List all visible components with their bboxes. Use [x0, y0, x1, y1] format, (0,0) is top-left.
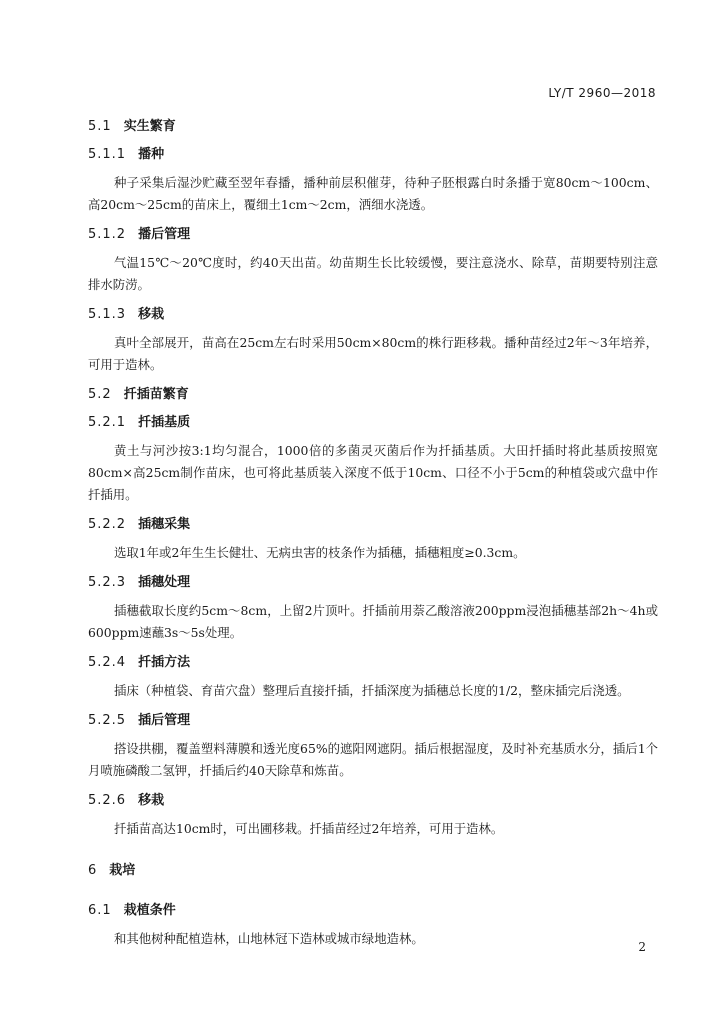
paragraph: 种子采集后湿沙贮藏至翌年春播，播种前层积催芽，待种子胚根露白时条播于宽80cm～100cm、高20cm～25cm的苗床上，覆细土1cm～2cm，洒细水浇透。 — [88, 175, 658, 212]
section-heading — [88, 118, 658, 136]
section-number: 5.1.2 — [88, 227, 127, 242]
section-number: 5.2.5 — [88, 713, 127, 728]
section-number: 5.2.2 — [88, 517, 127, 532]
section-number: 5.1.3 — [88, 307, 127, 322]
section-heading — [88, 902, 658, 920]
paragraph: 真叶全部展开，苗高在25cm左右时采用50cm×80cm的株行距移栽。播种苗经过2年～3年培养，可用于造林。 — [88, 335, 658, 372]
paragraph: 搭设拱棚，覆盖塑料薄膜和透光度65%的遮阳网遮阴。插后根据湿度，及时补充基质水分，插后1个月喷施磷酸二氢钾，扦插后约40天除草和炼苗。 — [88, 741, 658, 778]
section-number: 5.2.1 — [88, 415, 127, 430]
paragraph: 选取1年或2年生生长健壮、无病虫害的枝条作为插穗，插穗粗度≥0.3cm。 — [114, 545, 526, 560]
section-title: 移栽 — [138, 793, 165, 808]
section-heading — [88, 386, 658, 404]
section-title: 实生繁育 — [123, 119, 176, 134]
section-title: 播种 — [138, 147, 165, 162]
section-title: 栽培 — [109, 863, 136, 878]
section-title: 移栽 — [138, 307, 165, 322]
section-title: 插后管理 — [138, 713, 191, 728]
section-number: 5.1 — [88, 119, 112, 134]
section-title: 播后管理 — [138, 227, 191, 242]
subsection-heading — [88, 792, 658, 810]
paragraph: 插床（种植袋、育苗穴盘）整理后直接扦插，扦插深度为插穗总长度的1/2，整床插完后浇透。 — [114, 683, 630, 698]
section-number: 5.1.1 — [88, 147, 127, 162]
chapter-heading — [88, 862, 658, 880]
paragraph: 插穗截取长度约5cm～8cm，上留2片顶叶。扦插前用萘乙酸溶液200ppm浸泡插穗基部2h～4h或600ppm速蘸3s～5s处理。 — [88, 603, 658, 640]
section-number: 5.2 — [88, 387, 112, 402]
subsection-heading — [88, 574, 658, 592]
paragraph: 和其他树种配植造林，山地林冠下造林或城市绿地造林。 — [114, 931, 424, 946]
subsection-heading — [88, 306, 658, 324]
section-number: 5.2.6 — [88, 793, 127, 808]
section-number: 5.2.4 — [88, 655, 127, 670]
section-title: 扦插基质 — [138, 415, 191, 430]
section-number: 5.2.3 — [88, 575, 127, 590]
subsection-heading — [88, 712, 658, 730]
paragraph: 黄土与河沙按3:1均匀混合，1000倍的多菌灵灭菌后作为扦插基质。大田扦插时将此基质按照宽80cm×高25cm制作苗床，也可将此基质装入深度不低于10cm、口径不小于5cm的种植袋或穴盘中作扦插用。 — [88, 443, 658, 502]
page-number: 2 — [638, 940, 646, 954]
subsection-heading — [88, 654, 658, 672]
subsection-heading — [88, 146, 658, 164]
subsection-heading — [88, 226, 658, 244]
section-number: 6.1 — [88, 903, 112, 918]
section-title: 扦插苗繁育 — [123, 387, 189, 402]
document-body — [88, 118, 658, 950]
section-title: 栽植条件 — [123, 903, 176, 918]
standard-code: LY/T 2960—2018 — [548, 86, 656, 100]
paragraph: 扦插苗高达10cm时，可出圃移栽。扦插苗经过2年培养，可用于造林。 — [114, 821, 504, 836]
section-title: 插穗处理 — [138, 575, 191, 590]
section-title: 扦插方法 — [138, 655, 191, 670]
subsection-heading — [88, 414, 658, 432]
section-number: 6 — [88, 863, 98, 878]
section-title: 插穗采集 — [138, 517, 191, 532]
paragraph: 气温15℃～20℃度时，约40天出苗。幼苗期生长比较缓慢，要注意浇水、除草，苗期要特别注意排水防涝。 — [88, 255, 658, 292]
subsection-heading — [88, 516, 658, 534]
